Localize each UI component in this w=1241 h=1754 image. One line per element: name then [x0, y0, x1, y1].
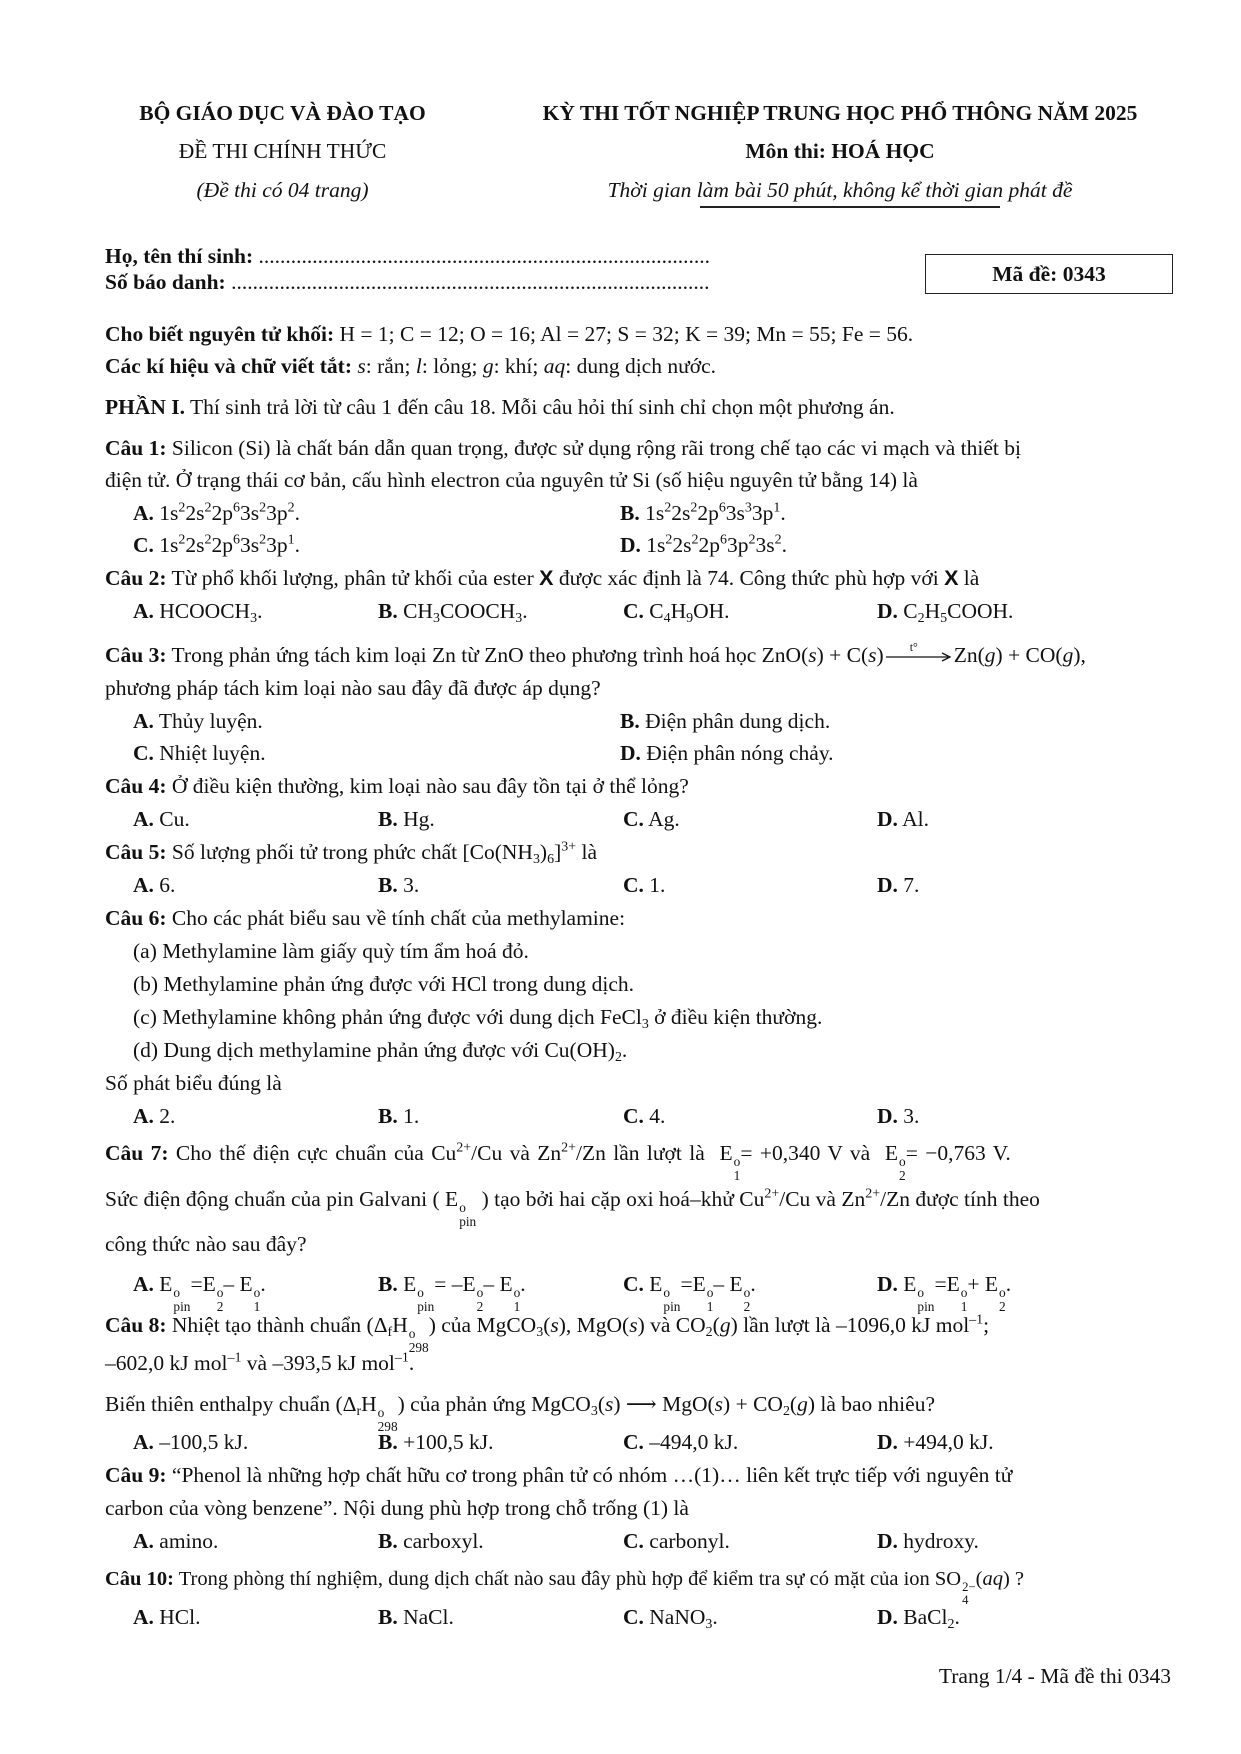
q3-option-b: [620, 709, 830, 734]
q5-stem: Câu 5: Số lượng phối tử trong phức chất $[Co(NH_3)_6]^{3+}$ là: [105, 839, 598, 868]
q9-line1: “Phenol là những hợp chất hữu cơ trong phân tử có nhóm …(1)… liên kết trực tiếp với nguyên tử: [171, 1463, 1013, 1487]
q3-option-c: [133, 741, 266, 766]
q2-a-label: A.: [133, 599, 154, 623]
q8-b-label: B.: [378, 1430, 398, 1454]
q6-b-label: B.: [378, 1104, 398, 1128]
q4-d-label: D.: [877, 807, 898, 831]
q9-stem: [105, 1463, 1012, 1488]
q5-a-label: A.: [133, 873, 154, 897]
abbr-l: l: [415, 354, 422, 378]
q9-label: Câu 9:: [105, 1463, 167, 1487]
q3-a-label: A.: [133, 709, 154, 733]
q9-option-a: [133, 1529, 218, 1554]
q6-b-text: 1.: [403, 1104, 420, 1128]
q4-d-text: Al.: [902, 807, 929, 831]
q3-a-text: Thủy luyện.: [158, 709, 263, 733]
q10-stem: Câu 10: Trong phòng thí nghiệm, dung dịch chất nào sau đây phù hợp để kiểm tra sự có mặt của ion SO 2− 4 (aq) ?: [105, 1568, 1025, 1608]
q8-a-label: A.: [133, 1430, 154, 1454]
q4-option-b: [378, 807, 435, 832]
official-label: ĐỀ THI CHÍNH THỨC: [178, 139, 387, 163]
q10-d-label: D.: [877, 1605, 898, 1629]
q8-option-a: [133, 1430, 248, 1455]
q8-b-text: +100,5 kJ.: [403, 1430, 494, 1454]
q6-d-text: 3.: [903, 1104, 920, 1128]
q10-option-c: C. NaNO$_3$.: [623, 1605, 718, 1633]
q2-option-b: B. $CH_3COOCH_3$.: [378, 599, 528, 627]
abbr-s-text: : rắn;: [365, 354, 411, 378]
q10-b-text: NaCl.: [403, 1605, 454, 1629]
q5-option-b: [378, 873, 419, 898]
q6-a-text: 2.: [159, 1104, 176, 1128]
q10-a-text: HCl.: [159, 1605, 201, 1629]
candidate-id-dots: .........................................................................................: [231, 270, 710, 294]
q3-stem: Câu 3: Trong phản ứng tách kim loại Zn từ ZnO theo phương trình hoá học ZnO(s) + C(s) t° Zn(g) + CO(g),: [105, 640, 1086, 667]
q4-label: Câu 4:: [105, 774, 167, 798]
q9-b-text: carboxyl.: [403, 1529, 484, 1553]
q6-a-label: A.: [133, 1104, 154, 1128]
exam-code-box: Mã đề: 0343: [925, 254, 1173, 294]
q6-option-d: [877, 1104, 919, 1129]
q1-c-label: C.: [133, 533, 154, 557]
q10-option-b: [378, 1605, 454, 1630]
q2-stem: [105, 566, 979, 591]
q8-stem-3: Biến thiên enthalpy chuẩn ($\Delta_rH$ o 298 ) của phản ứng MgCO$_3$(s) ⟶ $MgO(s) + CO_2(g)$ là bao nhiêu?: [105, 1392, 935, 1434]
q4-b-text: Hg.: [403, 807, 435, 831]
q5-c-label: C.: [623, 873, 644, 897]
q3-stem-2: phương pháp tách kim loại nào sau đây đã được áp dụng?: [105, 676, 601, 700]
part1-label: PHẦN I.: [105, 395, 186, 419]
q6-statement-a: (a) Methylamine làm giấy quỳ tím ẩm hoá đỏ.: [133, 939, 529, 963]
q3-c-label: C.: [133, 741, 154, 765]
q7-b-label: B.: [378, 1272, 398, 1296]
q5-d-text: 7.: [903, 873, 920, 897]
q6-count: Số phát biểu đúng là: [105, 1071, 282, 1095]
q8-c-label: C.: [623, 1430, 644, 1454]
q5-a-text: 6.: [159, 873, 176, 897]
q9-stem-2: carbon của vòng benzene”. Nội dung phù hợp trong chỗ trống (1) là: [105, 1496, 689, 1520]
q3-line1: Trong phản ứng tách kim loại Zn từ ZnO theo phương trình hoá học ZnO(: [171, 643, 809, 667]
q2-text: Từ phổ khối lượng, phân tử khối của ester: [171, 566, 534, 590]
q5-option-a: [133, 873, 175, 898]
part1-text: Thí sinh trả lời từ câu 1 đến câu 18. Mỗi câu hỏi thí sinh chỉ chọn một phương án.: [190, 395, 895, 419]
q8-option-d: [877, 1430, 994, 1455]
q1-b-label: B.: [620, 501, 640, 525]
q2-option-c: C. $C_4H_9OH$.: [623, 599, 730, 627]
abbr-aq-text: : dung dịch nước.: [565, 354, 717, 378]
q7-stem-3: công thức nào sau đây?: [105, 1232, 307, 1256]
header-divider: [700, 206, 1000, 208]
q3-b-label: B.: [620, 709, 640, 733]
q8-d-label: D.: [877, 1430, 898, 1454]
q1-option-a: A. $1s^22s^22p^63s^23p^2$.: [133, 500, 300, 525]
q8-line3: Biến thiên enthalpy chuẩn (: [105, 1392, 343, 1416]
candidate-id-label: Số báo danh:: [105, 270, 226, 294]
q6-c-text: (c) Methylamine không phản ứng được với dung dịch FeCl: [133, 1005, 642, 1029]
q2-x2: X: [944, 566, 959, 590]
q5-b-text: 3.: [403, 873, 420, 897]
q10-a-label: A.: [133, 1605, 154, 1629]
q2-c-label: C.: [623, 599, 644, 623]
q7-c-label: C.: [623, 1272, 644, 1296]
q8-option-b: [378, 1430, 493, 1455]
q10-c-text: NaNO: [649, 1605, 706, 1629]
q7-option-d: D. E o pin =E o 1 + E o 2 .: [877, 1272, 1012, 1314]
candidate-id-row: [105, 270, 709, 295]
atomic-mass-values: H = 1; C = 12; O = 16; Al = 27; S = 32; K = 39; Mn = 55; Fe = 56.: [339, 322, 914, 346]
q10-option-a: [133, 1605, 201, 1630]
abbreviations-label: Các kí hiệu và chữ viết tắt:: [105, 354, 352, 378]
atomic-mass-line: [105, 322, 913, 347]
q2-text3: là: [963, 566, 980, 590]
q3-c-text: Nhiệt luyện.: [159, 741, 266, 765]
q9-c-text: carbonyl.: [649, 1529, 730, 1553]
q6-stem: [105, 906, 625, 931]
exam-time: Thời gian làm bài 50 phút, không kể thời gian phát đề: [607, 178, 1073, 202]
q4-c-label: C.: [623, 807, 644, 831]
q10-b-label: B.: [378, 1605, 398, 1629]
abbreviations-line: [105, 354, 716, 379]
q3-d-text: Điện phân nóng chảy.: [646, 741, 834, 765]
q3-label: Câu 3:: [105, 643, 167, 667]
q8-stem: Câu 8: Nhiệt tạo thành chuẩn ($\Delta_fH$ o 298 ) của MgCO$_3$(s), MgO(s) và $CO_2(g)$ lần lượt là –1096,0 kJ mol$^{-1}$;: [105, 1312, 990, 1355]
q5-b-label: B.: [378, 873, 398, 897]
q5-c-text: 1.: [649, 873, 666, 897]
q7-line2: Sức điện động chuẩn của pin Galvani (: [105, 1187, 440, 1211]
q2-x1: X: [539, 566, 554, 590]
q6-label: Câu 6:: [105, 906, 167, 930]
q2-option-a: A. $HCOOCH_3$.: [133, 599, 263, 627]
q3-option-d: [620, 741, 834, 766]
q4-option-a: [133, 807, 190, 832]
abbr-s: s: [357, 354, 366, 378]
q7-stem-2: Sức điện động chuẩn của pin Galvani ( E o pin ) tạo bởi hai cặp oxi hoá–khử $Cu^{2+}/Cu$ và $Zn^{2+}/Zn$ được tính theo: [105, 1186, 1040, 1229]
reaction-arrow-icon: t°: [884, 650, 954, 664]
q6-option-b: [378, 1104, 419, 1129]
q6-c-end: ở điều kiện thường.: [654, 1005, 823, 1029]
q5-d-label: D.: [877, 873, 898, 897]
q6-option-c: [623, 1104, 665, 1129]
q10-text: Trong phòng thí nghiệm, dung dịch chất nào sau đây phù hợp để kiểm tra sự có mặt của ion SO: [178, 1568, 962, 1590]
q4-option-c: [623, 807, 680, 832]
page-count: (Đề thi có 04 trang): [196, 178, 369, 202]
q10-d-text: BaCl: [903, 1605, 948, 1629]
q6-statement-d: (d) Dung dịch methylamine phản ứng được với $Cu(OH)_2$.: [133, 1038, 628, 1066]
q2-text2: được xác định là 74. Công thức phù hợp với: [558, 566, 939, 590]
q9-a-label: A.: [133, 1529, 154, 1553]
q7-option-b: B. E o pin = –E o 2 – E o 1 .: [378, 1272, 526, 1314]
q4-option-d: [877, 807, 929, 832]
q3-d-label: D.: [620, 741, 641, 765]
exam-title: KỲ THI TỐT NGHIỆP TRUNG HỌC PHỔ THÔNG NĂM 2025: [542, 101, 1138, 125]
q5-text-end: là: [581, 840, 598, 864]
q3-option-a: [133, 709, 263, 734]
q8-label: Câu 8:: [105, 1313, 167, 1337]
q7-option-c: C. E o pin =E o 1 – E o 2 .: [623, 1272, 756, 1314]
q6-option-a: [133, 1104, 175, 1129]
q7-line1: Cho thế điện cực chuẩn của Cu: [175, 1141, 457, 1165]
q5-label: Câu 5:: [105, 840, 167, 864]
candidate-name-label: Họ, tên thí sinh:: [105, 244, 254, 268]
q5-option-c: [623, 873, 665, 898]
q7-label: Câu 7:: [105, 1141, 169, 1165]
q1-option-d: D. $1s^22s^22p^63p^23s^2$.: [620, 532, 787, 557]
q10-option-d: D. BaCl$_2$.: [877, 1605, 960, 1633]
q5-option-d: [877, 873, 919, 898]
q4-stem: [105, 774, 689, 799]
candidate-name-row: [105, 244, 710, 269]
q8-a-text: –100,5 kJ.: [159, 1430, 249, 1454]
q1-option-b: B. $1s^22s^22p^63s^33p^1$.: [620, 500, 786, 525]
q9-d-label: D.: [877, 1529, 898, 1553]
q8-c-text: –494,0 kJ.: [649, 1430, 739, 1454]
q9-option-c: [623, 1529, 730, 1554]
q6-statement-b: (b) Methylamine phản ứng được với HCl trong dung dịch.: [133, 972, 635, 996]
q8-d-text: +494,0 kJ.: [903, 1430, 994, 1454]
abbr-l-text: : lỏng;: [421, 354, 478, 378]
abbr-aq: aq: [543, 354, 566, 378]
q4-c-text: Ag.: [648, 807, 680, 831]
q9-b-label: B.: [378, 1529, 398, 1553]
q6-text: Cho các phát biểu sau về tính chất của methylamine:: [171, 906, 626, 930]
ministry-name: BỘ GIÁO DỤC VÀ ĐÀO TẠO: [139, 101, 426, 125]
q4-text: Ở điều kiện thường, kim loại nào sau đây tồn tại ở thể lỏng?: [171, 774, 689, 798]
q2-label: Câu 2:: [105, 566, 167, 590]
page-footer: Trang 1/4 - Mã đề thi 0343: [938, 1664, 1171, 1688]
q2-option-d: D. $C_2H_5COOH$.: [877, 599, 1014, 627]
q7-option-a: A. E o pin =E o 2 – E o 1 .: [133, 1272, 266, 1314]
abbr-g-text: : khí;: [493, 354, 539, 378]
q1-a-label: A.: [133, 501, 154, 525]
q1-stem: [105, 436, 1021, 461]
abbr-g: g: [482, 354, 494, 378]
q1-option-c: C. $1s^22s^22p^63s^23p^1$.: [133, 532, 300, 557]
subject-title: Môn thi: HOÁ HỌC: [745, 139, 935, 163]
q10-label: Câu 10:: [105, 1568, 174, 1590]
q2-d-label: D.: [877, 599, 898, 623]
q5-text: Số lượng phối tử trong phức chất [Co(NH: [171, 840, 533, 864]
q6-statement-c: (c) Methylamine không phản ứng được với dung dịch FeCl$_3$ ở điều kiện thường.: [133, 1005, 823, 1033]
q1-d-label: D.: [620, 533, 641, 557]
q8-option-c: [623, 1430, 738, 1455]
q6-d-label: D.: [877, 1104, 898, 1128]
q3-b-text: Điện phân dung dịch.: [645, 709, 831, 733]
q4-b-label: B.: [378, 807, 398, 831]
q4-a-text: Cu.: [159, 807, 190, 831]
q6-c-label: C.: [623, 1104, 644, 1128]
part1-instructions: [105, 395, 895, 420]
q9-option-b: [378, 1529, 484, 1554]
q9-d-text: hydroxy.: [903, 1529, 979, 1553]
q7-a-label: A.: [133, 1272, 154, 1296]
q1-stem-2: điện tử. Ở trạng thái cơ bản, cấu hình electron của nguyên tử Si (số hiệu nguyên tử bằng 14) là: [105, 468, 918, 492]
q8-line1: Nhiệt tạo thành chuẩn (: [171, 1313, 374, 1337]
q4-a-label: A.: [133, 807, 154, 831]
q1-line1: Silicon (Si) là chất bán dẫn quan trọng, được sử dụng rộng rãi trong chế tạo các vi mạch và thiết bị: [171, 436, 1021, 460]
q2-b-label: B.: [378, 599, 398, 623]
candidate-name-dots: ....................................................................................: [258, 244, 711, 268]
q6-d-text: (d) Dung dịch methylamine phản ứng được với Cu(OH): [133, 1038, 615, 1062]
atomic-mass-label: Cho biết nguyên tử khối:: [105, 322, 335, 346]
q1-label: Câu 1:: [105, 436, 167, 460]
q7-d-label: D.: [877, 1272, 898, 1296]
q9-a-text: amino.: [159, 1529, 219, 1553]
q9-option-d: [877, 1529, 979, 1554]
q10-c-label: C.: [623, 1605, 644, 1629]
q6-c-text: 4.: [649, 1104, 666, 1128]
q8-line2: –602,0 kJ mol: [105, 1351, 228, 1375]
q9-c-label: C.: [623, 1529, 644, 1553]
q8-stem-2: –602,0 kJ mol$^{-1}$ và –393,5 kJ mol$^{-1}$.: [105, 1350, 415, 1375]
q7-stem: Câu 7: Cho thế điện cực chuẩn của $Cu^{2+}/Cu$ và $Zn^{2+}/Zn$ lần lượt là E o 1 = +0,340 V và E o 2 = −0,763 V.: [105, 1140, 1011, 1183]
